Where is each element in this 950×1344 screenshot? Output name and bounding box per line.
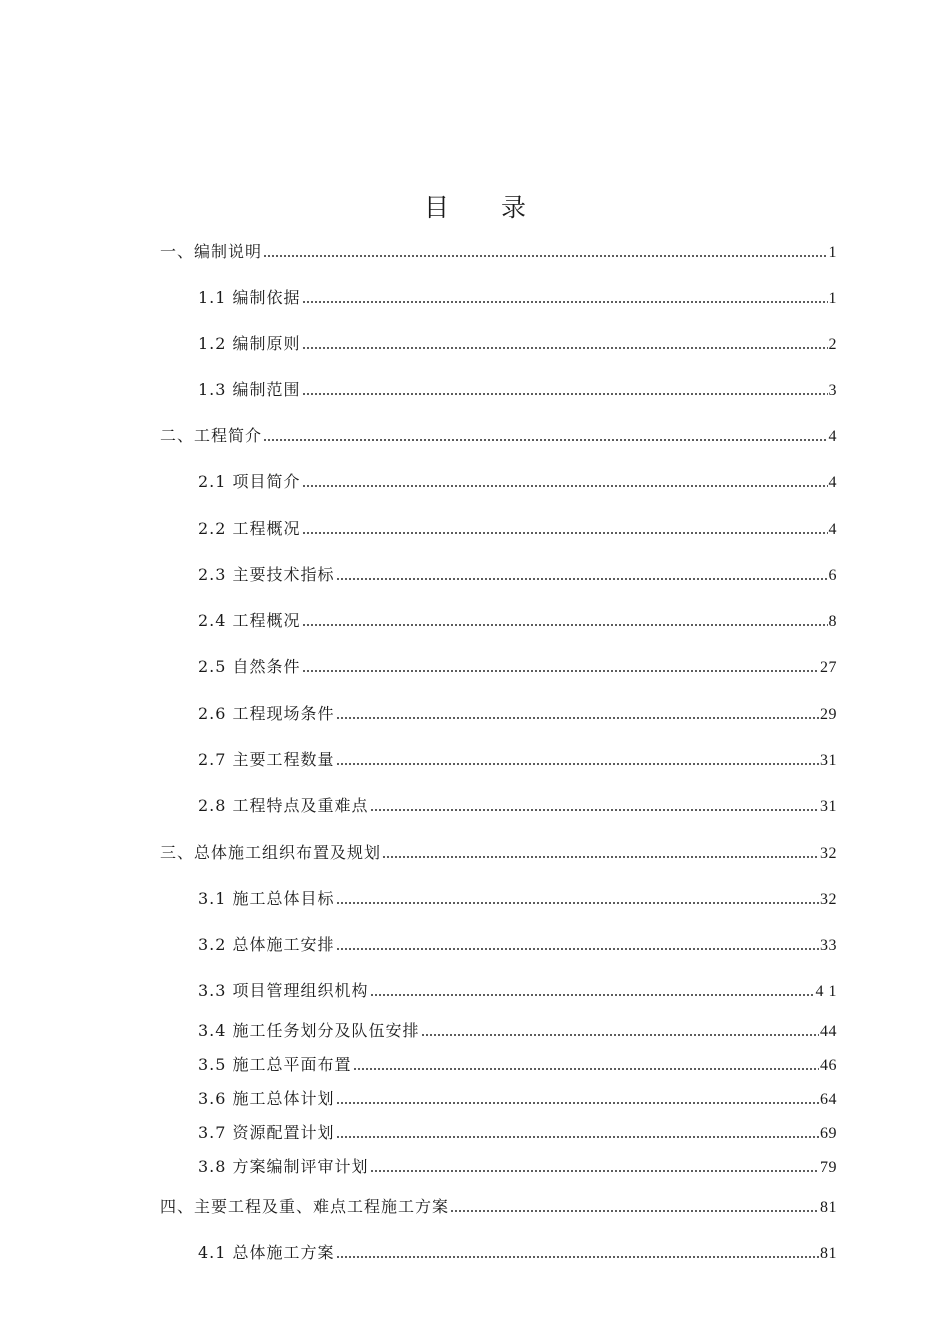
toc-entry[interactable] [198,794,837,818]
toc-entry-page-number: 79 [820,1159,837,1176]
toc-entry-page-number: 6 [828,567,837,584]
toc-entry-label: 2.4 工程概况 [198,611,301,630]
toc-entry[interactable] [198,563,837,587]
toc-entry-page-number: 2 [828,336,837,353]
toc-dot-leader [263,438,827,442]
toc-entry-label: 2.8 工程特点及重难点 [198,796,369,815]
toc-dot-leader [302,531,828,535]
toc-entry-page-number: 31 [820,752,837,769]
toc-entry-label: 2.2 工程概况 [198,519,301,538]
toc-entry-page-number: 44 [820,1023,837,1040]
toc-entry[interactable] [198,702,837,726]
toc-dot-leader [302,346,828,350]
toc-entry[interactable] [198,933,837,957]
toc-entry-label: 2.3 主要技术指标 [198,565,335,584]
toc-entry[interactable] [198,470,837,494]
toc-entry-label: 3.3 项目管理组织机构 [198,981,369,1000]
toc-entry[interactable] [198,655,837,679]
toc-entry[interactable] [198,332,837,356]
toc-entry[interactable] [160,424,837,448]
toc-dot-leader [370,808,819,812]
toc-dot-leader [302,484,828,488]
toc-entry-label: 3.7 资源配置计划 [198,1123,335,1142]
toc-entry-page-number: 31 [820,798,837,815]
toc-entry[interactable] [198,286,837,310]
toc-entry[interactable] [160,240,837,264]
toc-entry-page-number: 64 [820,1091,837,1108]
toc-entry[interactable] [198,1121,837,1145]
toc-entry-page-number: 4 1 [815,983,837,1000]
toc-entry-label: 2.7 主要工程数量 [198,750,335,769]
toc-dot-leader [421,1033,819,1037]
toc-dot-leader [263,254,827,258]
toc-dot-leader [353,1067,819,1071]
toc-entry[interactable] [198,1241,837,1265]
toc-dot-leader [302,669,819,673]
toc-entry[interactable] [198,1053,837,1077]
toc-dot-leader [336,1135,819,1139]
toc-entry-page-number: 8 [828,613,837,630]
toc-dot-leader [302,392,828,396]
toc-entry[interactable] [160,841,837,865]
toc-entry-page-number: 4 [828,428,837,445]
toc-entry-page-number: 69 [820,1125,837,1142]
toc-entry-label: 一、编制说明 [160,242,263,261]
toc-dot-leader [336,716,819,720]
toc-entry-label: 三、总体施工组织布置及规划 [160,843,382,862]
toc-entry-label: 2.5 自然条件 [198,657,301,676]
toc-entry-label: 3.8 方案编制评审计划 [198,1157,369,1176]
toc-entry-label: 1.1 编制依据 [198,288,301,307]
toc-dot-leader [336,901,819,905]
toc-entry-page-number: 81 [820,1199,837,1216]
toc-entry[interactable] [198,517,837,541]
toc-entry-label: 2.1 项目简介 [198,472,301,491]
toc-entry-page-number: 3 [828,382,837,399]
toc-dot-leader [450,1209,819,1213]
toc-dot-leader [370,993,815,997]
toc-dot-leader [336,947,819,951]
toc-entry-page-number: 81 [820,1245,837,1262]
toc-entry-label: 4.1 总体施工方案 [198,1243,335,1262]
toc-entry-page-number: 4 [828,521,837,538]
toc-entry-page-number: 1 [828,244,837,261]
toc-entry[interactable] [198,1155,837,1179]
toc-entry[interactable] [198,1019,837,1043]
toc-entry-label: 3.1 施工总体目标 [198,889,335,908]
toc-entry-label: 二、工程简介 [160,426,263,445]
toc-entry[interactable] [198,979,837,1003]
toc-entry-label: 2.6 工程现场条件 [198,704,335,723]
toc-dot-leader [336,1101,819,1105]
toc-entry-label: 四、主要工程及重、难点工程施工方案 [160,1197,450,1216]
toc-dot-leader [382,855,819,859]
toc-entry-page-number: 27 [820,659,837,676]
toc-entry-page-number: 29 [820,706,837,723]
toc-dot-leader [336,1255,819,1259]
toc-entry-label: 3.6 施工总体计划 [198,1089,335,1108]
toc-entry-label: 3.5 施工总平面布置 [198,1055,352,1074]
toc-entry-page-number: 32 [820,891,837,908]
toc-title: 目 录 [424,193,548,222]
toc-entry-page-number: 32 [820,845,837,862]
toc-entry[interactable] [160,1195,837,1219]
toc-entry[interactable] [198,748,837,772]
toc-dot-leader [336,577,828,581]
toc-entry-page-number: 33 [820,937,837,954]
toc-dot-leader [302,300,828,304]
toc-entry-page-number: 46 [820,1057,837,1074]
toc-entry[interactable] [198,887,837,911]
toc-entry[interactable] [198,378,837,402]
toc-entry[interactable] [198,1087,837,1111]
toc-entry-label: 1.2 编制原则 [198,334,301,353]
toc-entry-label: 3.4 施工任务划分及队伍安排 [198,1021,420,1040]
toc-entry[interactable] [198,609,837,633]
toc-dot-leader [370,1169,819,1173]
toc-dot-leader [336,762,819,766]
toc-dot-leader [302,623,828,627]
toc-entry-label: 3.2 总体施工安排 [198,935,335,954]
toc-entry-label: 1.3 编制范围 [198,380,301,399]
toc-entry-page-number: 1 [828,290,837,307]
toc-entry-page-number: 4 [828,474,837,491]
